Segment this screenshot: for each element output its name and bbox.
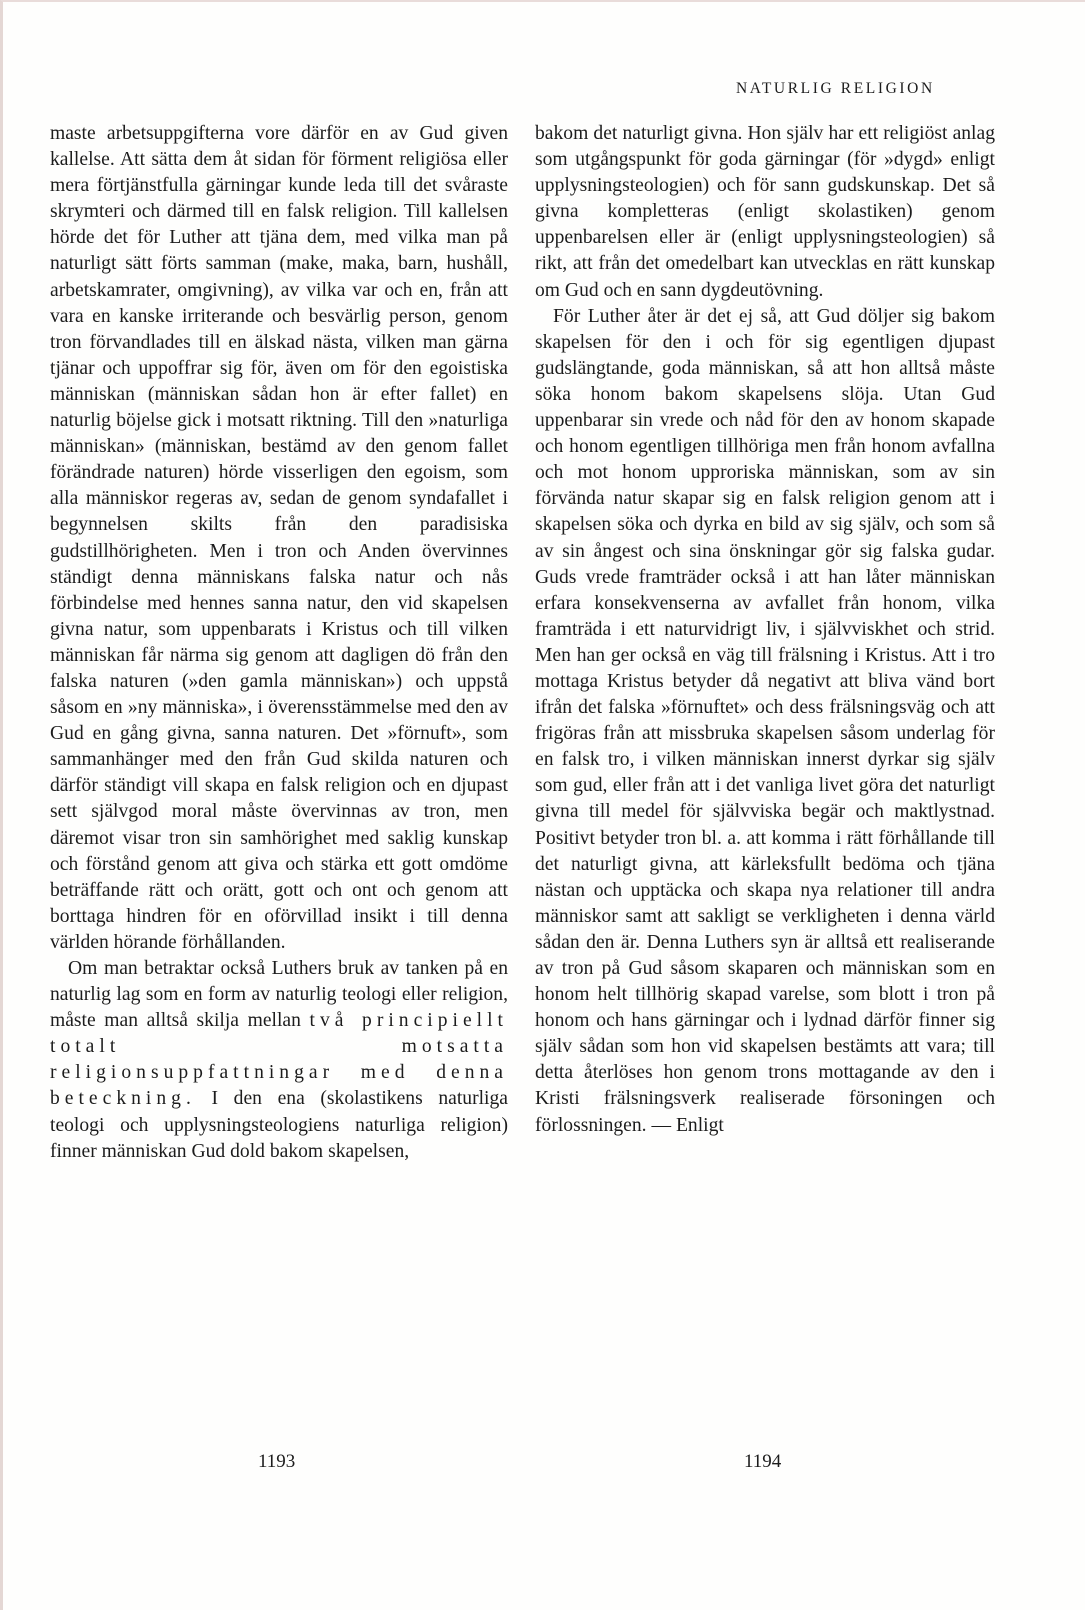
- left-paragraph-2-start: Om man betraktar också Luthers bruk av tanken på en naturlig lag som en form av naturlig teologi eller religion, måste man alltså skilja mellan: [50, 958, 508, 1032]
- left-paragraph-2: [50, 956, 508, 1165]
- page-number-right: 1194: [744, 1451, 782, 1472]
- page-number-left: 1193: [258, 1451, 296, 1472]
- left-paragraph-1: maste arbetsuppgifterna vore därför en av Gud given kallelse. Att sätta dem åt sidan för förment religiösa eller mera förtjänstfulla gärningar kunde leda till det svåraste skrymteri och därmed till en falsk religion. Till kallelsen hörde det för Luther att tjäna dem, med vilka man på naturligt sätt förts samman (make, maka, barn, hushåll, arbetskamrater, omgivning), av vilka var och en, från att vara en kanske irriterande och besvärlig person, genom tron förvandlades till en älskad nästa, vilken man gärna tjänar och uppoffrar sig för, även om för den egoistiska människan (människan sådan hon är efter fallet) en naturlig böjelse gick i motsatt riktning. Till den »naturliga människan» (människan, bestämd av den genom fallet förändrade naturen) hörde visserligen den egoism, som alla människor regeras av, sedan de genom syndafallet i begynnelsen skilts från den paradisiska gudstillhörigheten. Men i tron och Anden övervinnes ständigt denna människans falska natur och nås förbindelse med hennes sanna natur, den vid skapelsen givna natur, som uppenbarats i Kristus och till vilken människan får närma sig genom att dagligen dö från den falska naturen (»den gamla människan») och uppstå såsom en »ny människa», i överensstämmelse med den av Gud en gång givna, sanna naturen. Det »förnuft», som sammanhänger med den från Gud skilda naturen och därför ständigt vill skapa en falsk religion och en djupast sett självgod moral måste övervinnas av tron, men däremot visar tron sin samhörighet med saklig kunskap och förstånd genom att giva och stärka ett gott omdöme beträffande rätt och orätt, gott och ont och genom att borttaga hindren för en oförvillad insikt i till denna världen hörande förhållanden.: [50, 123, 508, 953]
- right-paragraph-2: För Luther åter är det ej så, att Gud döljer sig bakom skapelsen för den i och för sig egentligen djupast gudslängtande, goda människan, så att hon alltså måste söka honom bakom skapelsens slöja. Utan Gud uppenbarar sin vrede och nåd för den av honom skapade och honom egentligen tillhöriga men från honom avfallna och mot honom upproriska människan, som av sin förvända natur skapar sig en falsk religion genom att i skapelsen söka och dyrka en bild av sig själv, och som så av sin ångest och sina önskningar gör sig falska gudar. Guds vrede framträder också i att han låter människan erfara konsekvenserna av avfallet från honom, vilka framträda i ett naturvidrigt liv, i självviskhet och strid. Men han ger också en väg till frälsning i Kristus. Att i tro mottaga Kristus betyder då negativt att bliva vänd bort ifrån det falska »förnuftet» och dess frälsningsväg och att frigöras från att missbruka skapelsen såsom underlag för en falsk tro, i vilken människan innerst dyrkar sig själv som gud, eller från att i det vanliga livet göra det naturligt givna till medel för självviska begär och maktlystnad. Positivt betyder tron bl. a. att komma i rätt förhållande till det naturligt givna, att kärleksfullt bedöma och tjäna nästan och upptäcka och skapa nya relationer till andra människor samt att sakligt se verkligheten i denna värld sådan den är. Denna Luthers syn är alltså ett realiserande av tron på Gud såsom skaparen och människan som en honom helt tillhörig skapad varelse, som blott i tron på honom och hans gärningar och i lydnad därför finner sig själv sådan som hon vid skapelsen bestämts att vara; till detta återlöses hon genom trons mottagande av den i Kristi frälsningsverk realiserade försoningen och förlossningen. — Enligt: [535, 305, 995, 1136]
- left-column: [50, 121, 508, 1165]
- left-paragraph-2-emphasis: två principiellt totalt motsatta religionsuppfattningar med denna beteckning.: [50, 1010, 508, 1110]
- running-head: NATURLIG RELIGION: [736, 80, 935, 97]
- left-paragraph-2-end: I den ena (skolastikens naturliga teologi och upplysningsteologiens naturliga religion) finner människan Gud dold bakom skapelsen,: [50, 1088, 508, 1162]
- right-paragraph-1: bakom det naturligt givna. Hon själv har ett religiöst anlag som utgångspunkt för goda gärningar (för »dygd» enligt upplysningsteologien) och för sann gudskunskap. Det så givna kompletteras (enligt skolastiken) genom uppenbarelsen eller är (enligt upplysningsteologien) så rikt, att från det omedelbart kan utvecklas en rätt kunskap om Gud och en sann dygdeutövning.: [535, 123, 995, 301]
- right-column: [535, 121, 995, 1139]
